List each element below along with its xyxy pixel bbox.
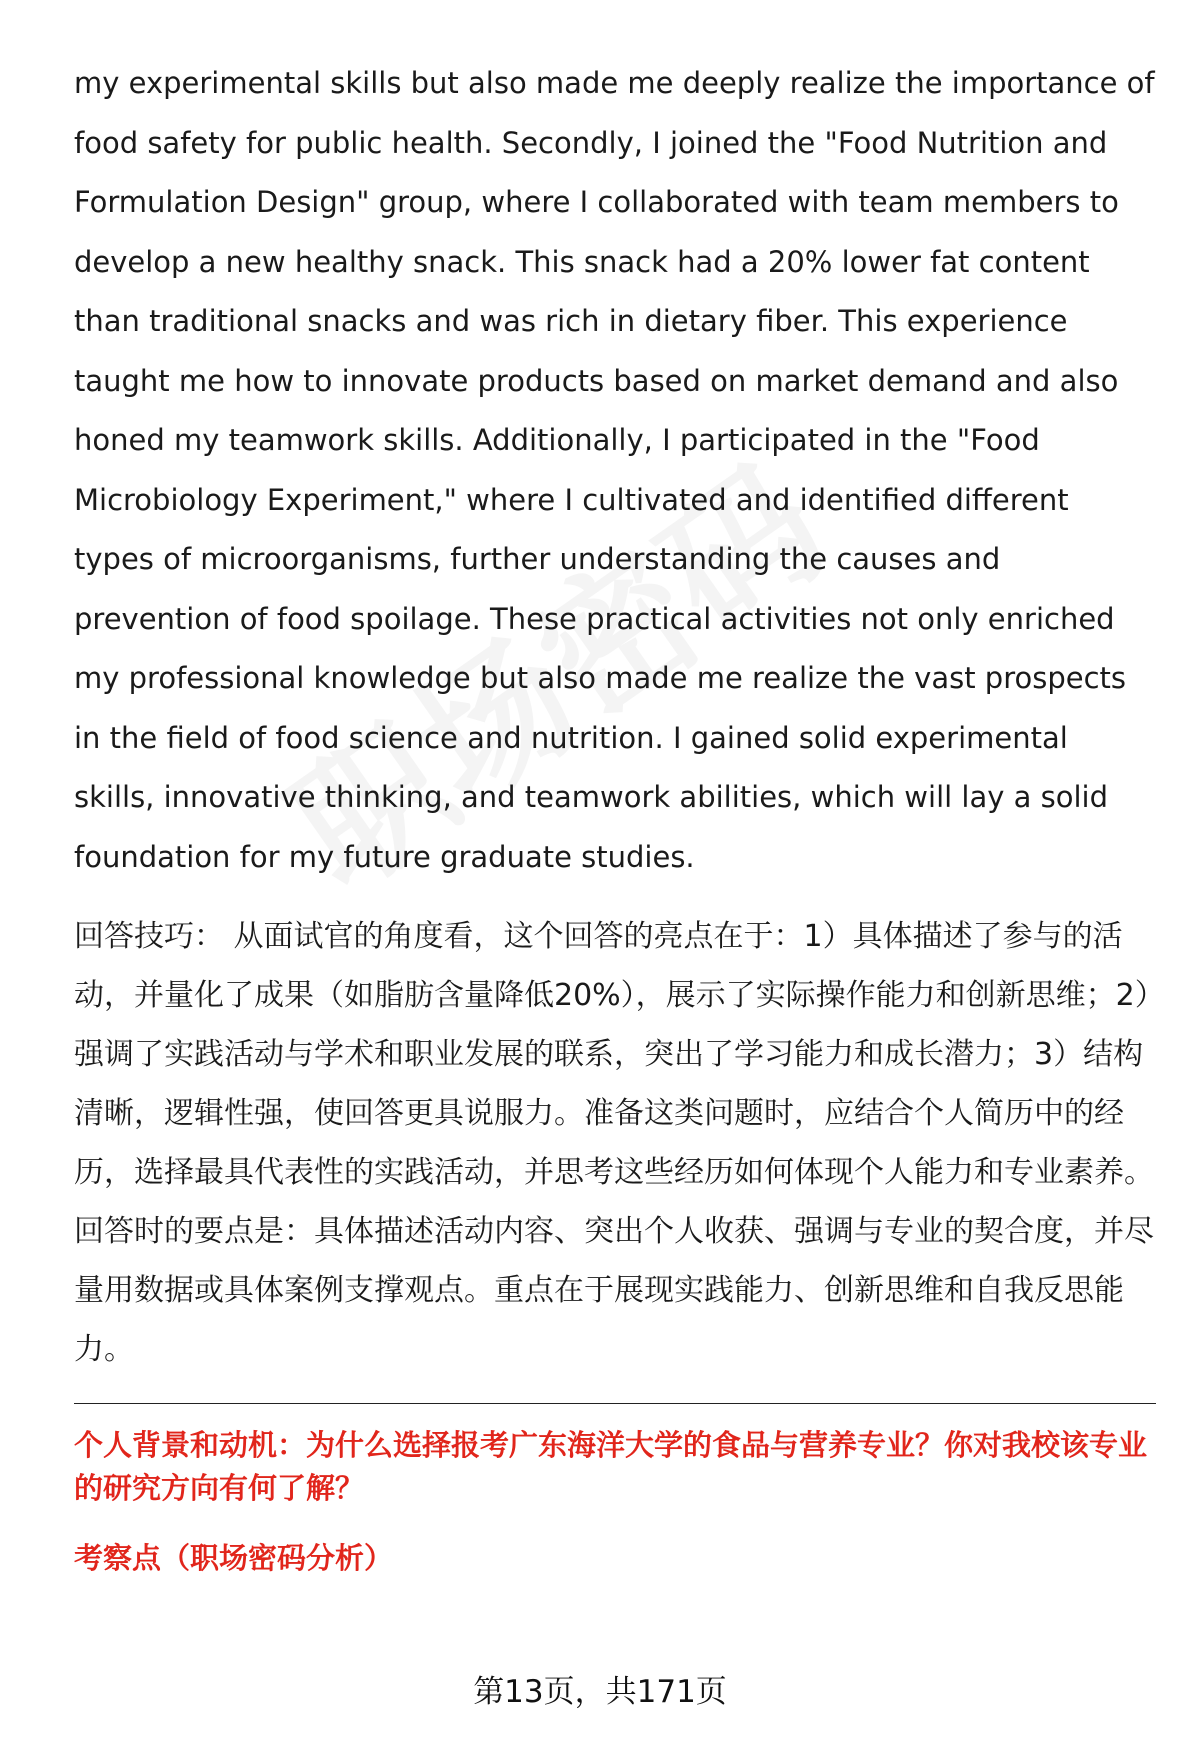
section-label: 考察点（职场密码分析） [74, 1541, 394, 1575]
document-page [74, 54, 1156, 1580]
question-heading: 个人背景和动机：为什么选择报考广东海洋大学的食品与营养专业？你对我校该专业的研究方向有何了解？ [74, 1428, 1148, 1505]
answer-body-text: my experimental skills but also made me deeply realize the importance of food safety for public health. Secondly, I joined the "Food Nutrition and Formulation Design" group, where I collaborated with team members to develop a new healthy snack. This snack had a 20% lower fat content than traditional snacks and was rich in dietary fiber. This experience taught me how to innovate products based on market demand and also honed my teamwork skills. Additionally, I participated in the "Food Microbiology Experiment," where I cultivated and identified different types of microorganisms, further understanding the causes and prevention of food spoilage. These practical activities not only enriched my professional knowledge but also made me realize the vast prospects in the field of food science and nutrition. I gained solid experimental skills, innovative thinking, and teamwork abilities, which will lay a solid foundation for my future graduate studies. [74, 66, 1155, 874]
section-divider [74, 1403, 1156, 1404]
answer-tip-paragraph: 回答技巧： 从面试官的角度看，这个回答的亮点在于：1）具体描述了参与的活动，并量化了成果（如脂肪含量降低20%），展示了实际操作能力和创新思维；2）强调了实践活动与学术和职业发展的联系，突出了学习能力和成长潜力；3）结构清晰，逻辑性强，使回答更具说服力。准备这类问题时，应结合个人简历中的经历，选择最具代表性的实践活动，并思考这些经历如何体现个人能力和专业素养。回答时的要点是：具体描述活动内容、突出个人收获、强调与专业的契合度，并尽量用数据或具体案例支撑观点。重点在于展现实践能力、创新思维和自我反思能力。 [74, 919, 1154, 1367]
page-number-footer: 第13页，共171页 [473, 1674, 727, 1710]
